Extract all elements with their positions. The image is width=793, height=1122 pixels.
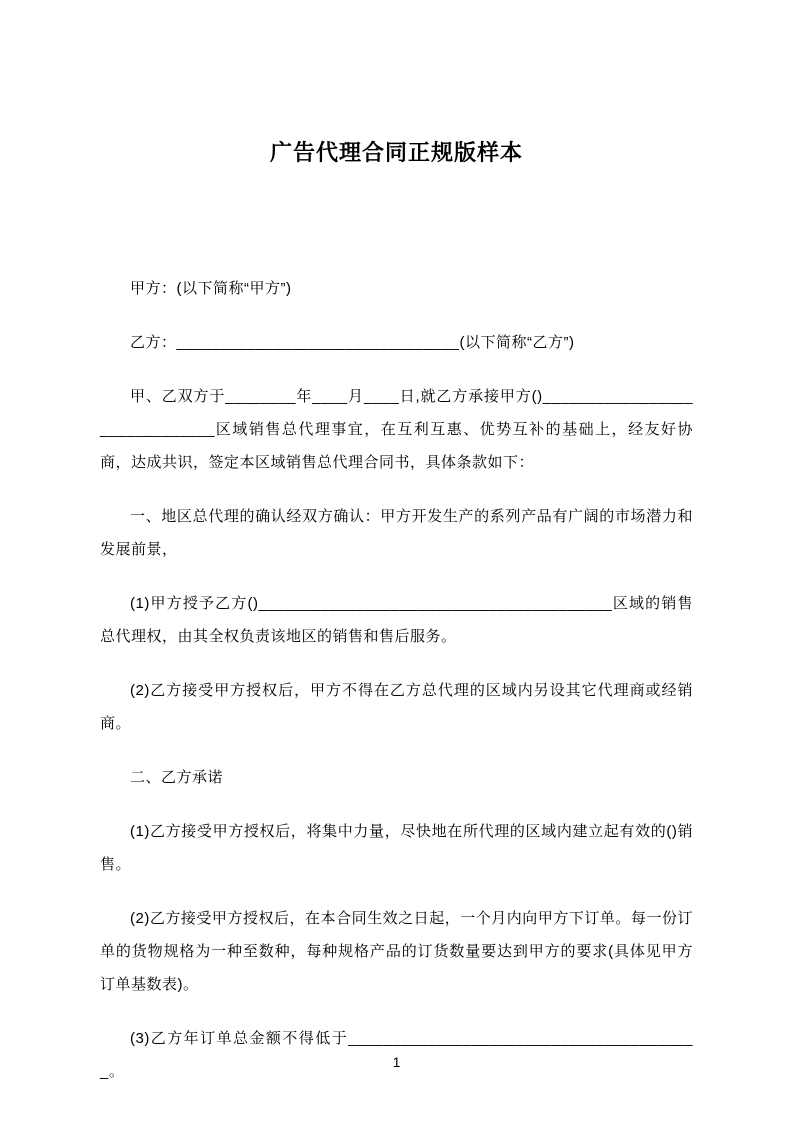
- page-number: 1: [392, 1054, 401, 1070]
- document-body: [100, 272, 693, 1088]
- document-title: 广告代理合同正规版样本: [269, 140, 523, 165]
- paragraph-clause-2-item-3: (3)乙方年订单总金额不得低于________________________________________。: [100, 1030, 693, 1080]
- paragraph-clause-1-heading: 一、地区总代理的确认经双方确认：甲方开发生产的系列产品有广阔的市场潜力和发展前景，: [100, 508, 693, 558]
- paragraph-clause-1-item-1: (1)甲方授予乙方()________________________________________区域的销售总代理权，由其全权负责该地区的销售和售后服务。: [100, 595, 693, 645]
- paragraph-party-b: 乙方：________________________________(以下简称“乙方”): [130, 334, 575, 351]
- paragraph-clause-2-heading: 二、乙方承诺: [130, 769, 224, 786]
- paragraph-clause-1-item-2: (2)乙方接受甲方授权后，甲方不得在乙方总代理的区域内另设其它代理商或经销商。: [100, 682, 693, 732]
- paragraph-clause-2-item-1: (1)乙方接受甲方授权后，将集中力量，尽快地在所代理的区域内建立起有效的()销售。: [100, 823, 693, 873]
- paragraph-clause-2-item-2: (2)乙方接受甲方授权后，在本合同生效之日起，一个月内向甲方下订单。每一份订单的货物规格为一种至数种，每种规格产品的订货数量要达到甲方的要求(具体见甲方订单基数表)。: [100, 910, 693, 993]
- paragraph-preamble: 甲、乙双方于________年____月____日,就乙方承接甲方()______________________________区域销售总代理事宜，在互利互惠、优势互补的基础上，经友好协商，达成共识，签定本区域销售总代理合同书，具体条款如下：: [100, 388, 693, 471]
- paragraph-party-a: 甲方：(以下简称“甲方”): [130, 280, 292, 297]
